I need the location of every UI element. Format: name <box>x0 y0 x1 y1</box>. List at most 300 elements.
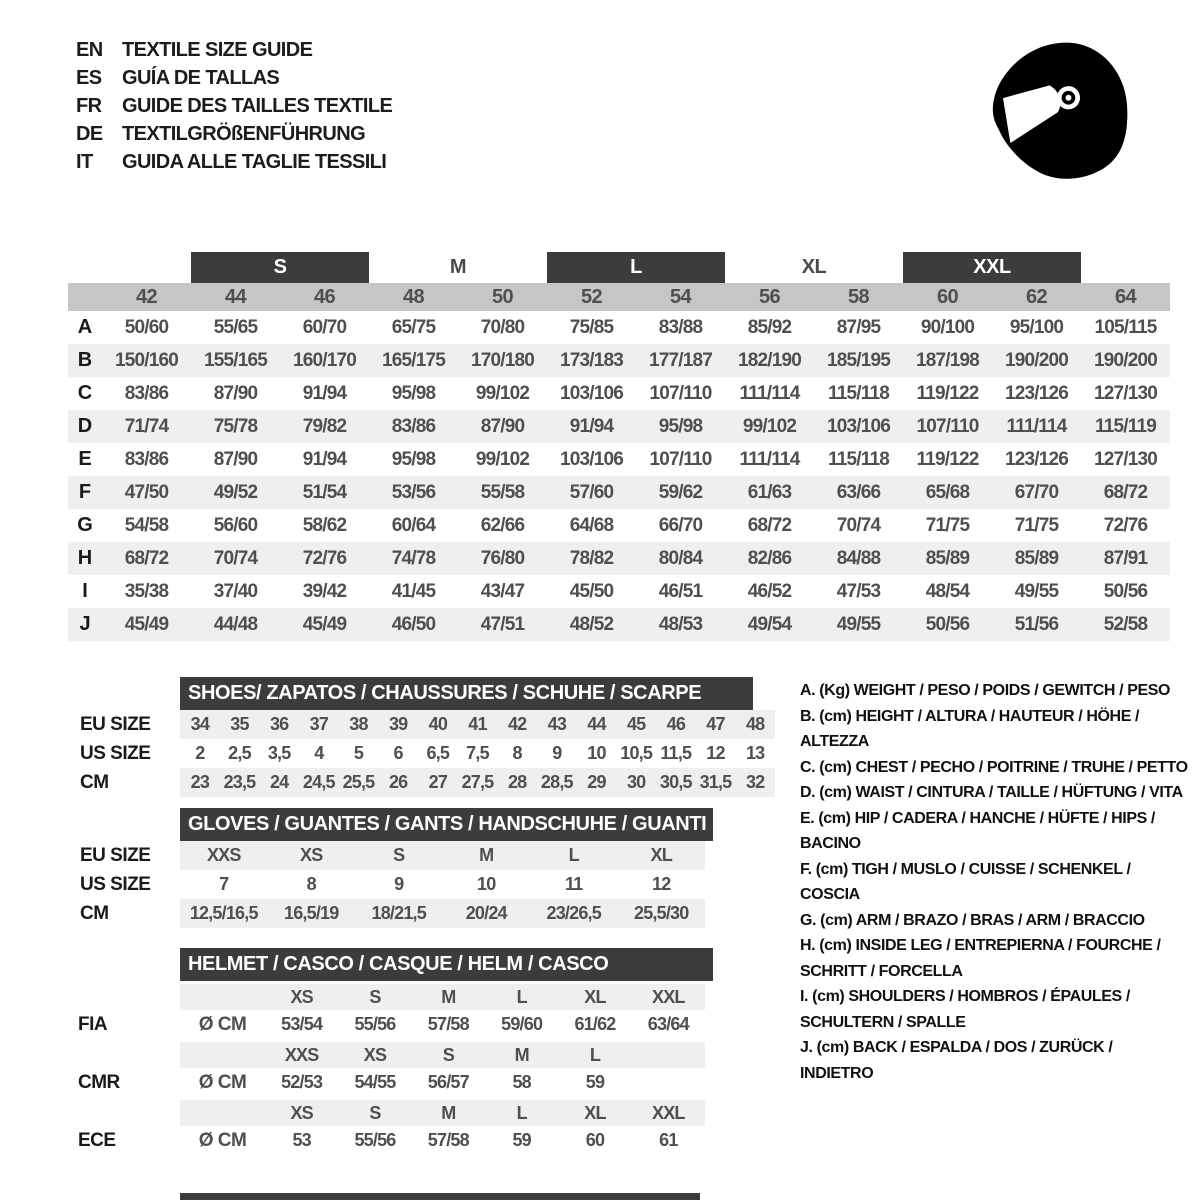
helmet-size-label: S <box>369 986 381 1007</box>
numeric-size: 56 <box>758 285 781 308</box>
measurement-value: 41/45 <box>391 580 436 602</box>
helmet-section-bar: HELMET / CASCO / CASQUE / HELM / CASCO <box>180 948 713 981</box>
legend-item: F. (cm) TIGH / MUSLO / CUISSE / SCHENKEL / COSCIA <box>800 860 1131 903</box>
measurement-value: 72/76 <box>302 547 347 569</box>
measurement-value: 52/58 <box>1103 613 1148 635</box>
helmet-size-label: L <box>516 986 527 1007</box>
shoes-eu-row <box>180 710 775 739</box>
legend-item: I. (cm) SHOULDERS / HOMBROS / ÉPAULES / SCHULTERN / SPALLE <box>800 988 1130 1031</box>
legend-item: B. (cm) HEIGHT / ALTURA / HAUTEUR / HÖHE / ALTEZZA <box>800 707 1140 750</box>
helmet-size-label: XS <box>290 1102 313 1123</box>
row-letter: F <box>78 481 92 503</box>
shoe-cm-size: 23 <box>190 772 210 792</box>
helmet-standard-name: CMR <box>78 1071 120 1093</box>
measurement-value: 51/54 <box>302 481 347 503</box>
measurement-value: 173/183 <box>559 349 624 371</box>
measurement-value: 177/187 <box>648 349 713 371</box>
helmet-size-label: M <box>514 1044 529 1065</box>
gloves-us-row <box>180 870 705 899</box>
helmet-diameter-value: 60 <box>585 1130 605 1150</box>
helmet-size-label: L <box>589 1044 601 1065</box>
measurement-value: 65/68 <box>925 481 970 503</box>
shoe-us-size: 4 <box>314 743 324 763</box>
numeric-size: 60 <box>936 285 959 308</box>
measurement-value: 83/88 <box>658 316 703 338</box>
helmet-standard-name: ECE <box>78 1129 116 1151</box>
measurement-row <box>68 608 1170 641</box>
glove-eu-size: XL <box>650 845 672 865</box>
measurement-value: 47/50 <box>124 481 169 503</box>
measurement-value: 85/89 <box>925 547 970 569</box>
measurement-value: 90/100 <box>920 316 975 338</box>
gloves-eu-row <box>180 841 705 870</box>
measurement-value: 190/200 <box>1093 349 1158 371</box>
measurement-value: 185/195 <box>826 349 891 371</box>
language-row <box>76 148 392 176</box>
measurement-value: 111/114 <box>739 382 800 404</box>
measurement-value: 99/102 <box>475 382 530 404</box>
measurement-value: 44/48 <box>213 613 258 635</box>
measurement-value: 187/198 <box>915 349 980 371</box>
measurement-value: 37/40 <box>213 580 258 602</box>
measurement-value: 45/50 <box>569 580 614 602</box>
measurement-value: 55/65 <box>213 316 258 338</box>
measurement-value: 53/56 <box>391 481 436 503</box>
measurement-value: 99/102 <box>475 448 530 470</box>
shoe-cm-size: 28 <box>507 772 527 792</box>
measurement-value: 35/38 <box>124 580 169 602</box>
helmet-diameter-value: 61/62 <box>574 1014 616 1034</box>
measurement-value: 56/60 <box>213 514 258 536</box>
measurement-value: 111/114 <box>739 448 800 470</box>
helmet-value-row <box>180 1126 705 1155</box>
numeric-size: 50 <box>491 285 514 308</box>
measurement-row <box>68 476 1170 509</box>
shoe-us-size: 12 <box>706 743 725 763</box>
legend-item: E. (cm) HIP / CADERA / HANCHE / HÜFTE / HIPS / BACINO <box>800 809 1155 852</box>
numeric-size: 44 <box>224 285 247 308</box>
shoe-us-size: 6,5 <box>426 743 450 763</box>
shoe-cm-size: 30 <box>626 772 646 792</box>
corner-cell <box>68 283 102 311</box>
shoe-eu-size: 44 <box>587 714 606 734</box>
measurement-value: 83/86 <box>391 415 436 437</box>
measurement-value: 74/78 <box>391 547 436 569</box>
measurement-value: 65/75 <box>391 316 436 338</box>
shoes-us-size-label: US SIZE <box>80 742 151 764</box>
shoe-eu-size: 42 <box>507 714 527 734</box>
size-label-row <box>68 252 1170 283</box>
measurement-value: 85/89 <box>1014 547 1059 569</box>
measurement-value: 49/55 <box>836 613 881 635</box>
measurement-legend <box>800 678 1188 1086</box>
measurement-value: 70/74 <box>836 514 881 536</box>
shoe-eu-size: 36 <box>269 714 289 734</box>
measurement-value: 83/86 <box>124 448 169 470</box>
legend-item: C. (cm) CHEST / PECHO / POITRINE / TRUHE / PETTO <box>800 758 1188 776</box>
measurement-value: 47/53 <box>836 580 881 602</box>
helmet-size-label: XS <box>290 986 313 1007</box>
helmet-size-label: XL <box>584 1102 606 1123</box>
cropped-section-bar <box>180 1193 700 1200</box>
helmet-diameter-value: 63/64 <box>647 1014 689 1034</box>
glove-cm-range: 16,5/19 <box>284 903 339 923</box>
measurement-value: 155/165 <box>203 349 268 371</box>
measurement-value: 123/126 <box>1004 448 1069 470</box>
row-letter: J <box>79 613 91 635</box>
measurement-value: 76/80 <box>480 547 525 569</box>
measurement-value: 99/102 <box>742 415 797 437</box>
shoe-eu-size: 39 <box>388 714 408 734</box>
measurement-value: 47/51 <box>480 613 525 635</box>
diameter-cm-label: Ø CM <box>198 1013 247 1035</box>
shoes-eu-size-label: EU SIZE <box>80 713 151 735</box>
language-code: IT <box>76 150 93 173</box>
row-letter: B <box>77 349 93 371</box>
shoe-us-size: 10 <box>587 743 606 763</box>
glove-eu-size: L <box>568 845 579 865</box>
language-code: FR <box>76 94 102 117</box>
measurement-value: 57/60 <box>569 481 614 503</box>
shoe-eu-size: 35 <box>230 714 249 734</box>
numeric-size: 64 <box>1114 285 1137 308</box>
row-letter: A <box>77 316 93 338</box>
glove-eu-size: XS <box>300 845 323 865</box>
measurement-value: 119/122 <box>916 448 979 470</box>
shoe-us-size: 13 <box>745 743 765 763</box>
glove-cm-range: 25,5/30 <box>634 903 689 923</box>
helmet-diameter-value: 53 <box>292 1130 311 1150</box>
row-letter: E <box>78 448 92 470</box>
helmet-standard-group <box>78 1042 705 1097</box>
spacer-cell <box>180 984 265 1010</box>
textile-size-table <box>68 252 1170 641</box>
helmet-diameter-value: 55/56 <box>354 1130 396 1150</box>
measurement-value: 61/63 <box>747 481 792 503</box>
helmet-size-label: M <box>441 1102 456 1123</box>
measurement-value: 190/200 <box>1004 349 1069 371</box>
shoe-us-size: 2,5 <box>228 743 251 763</box>
shoe-cm-size: 25,5 <box>342 772 375 792</box>
measurement-value: 160/170 <box>292 349 357 371</box>
shoe-us-size: 10,5 <box>620 743 653 763</box>
row-letter: G <box>77 514 93 536</box>
shoe-eu-size: 40 <box>428 714 448 734</box>
measurement-value: 75/85 <box>569 316 614 338</box>
helmet-standards <box>78 984 705 1158</box>
helmet-size-label: XS <box>363 1044 387 1065</box>
measurement-value: 103/106 <box>559 382 624 404</box>
measurement-value: 87/95 <box>836 316 881 338</box>
measurement-row <box>68 443 1170 476</box>
measurement-value: 43/47 <box>480 580 525 602</box>
language-title-list <box>76 36 392 176</box>
measurement-value: 82/86 <box>747 547 792 569</box>
shoes-us-row <box>180 739 775 768</box>
diameter-cm-label: Ø CM <box>198 1129 247 1151</box>
measurement-value: 46/52 <box>747 580 792 602</box>
helmet-value-row <box>180 1010 705 1039</box>
helmet-diameter-value: 52/53 <box>281 1072 323 1092</box>
measurement-value: 62/66 <box>480 514 525 536</box>
size-label-l: L <box>547 252 725 283</box>
numeric-size: 62 <box>1025 285 1048 308</box>
shoe-cm-size: 24,5 <box>302 772 335 792</box>
language-row <box>76 92 392 120</box>
measurement-value: 107/110 <box>916 415 979 437</box>
measurement-row <box>68 344 1170 377</box>
gloves-cm-label: CM <box>80 902 109 924</box>
helmet-standard-group <box>78 1100 705 1155</box>
measurement-value: 64/68 <box>569 514 614 536</box>
measurement-value: 66/70 <box>658 514 703 536</box>
measurement-value: 50/56 <box>925 613 970 635</box>
measurement-value: 46/51 <box>658 580 703 602</box>
helmet-size-band <box>180 1100 705 1126</box>
glove-cm-range: 23/26,5 <box>546 903 601 923</box>
measurement-value: 107/110 <box>649 448 712 470</box>
measurement-value: 79/82 <box>302 415 347 437</box>
shoe-eu-size: 48 <box>745 714 765 734</box>
measurement-value: 58/62 <box>302 514 347 536</box>
measurement-value: 91/94 <box>569 415 614 437</box>
glove-eu-size: S <box>393 845 405 865</box>
helmet-diameter-value: 54/55 <box>354 1072 396 1092</box>
measurement-value: 54/58 <box>124 514 169 536</box>
measurement-row <box>68 575 1170 608</box>
helmet-diameter-value: 61 <box>659 1130 678 1150</box>
shoe-cm-size: 24 <box>269 772 289 792</box>
shoe-cm-size: 28,5 <box>540 772 573 792</box>
shoe-cm-size: 27 <box>428 772 448 792</box>
numeric-size-band <box>68 283 1170 311</box>
glove-us-size: 8 <box>306 874 316 894</box>
helmet-standard-group <box>78 984 705 1039</box>
helmet-size-label: XXS <box>284 1044 319 1065</box>
helmet-standard-name: FIA <box>78 1013 108 1035</box>
glove-eu-size: M <box>479 845 494 865</box>
measurement-value: 71/75 <box>1014 514 1059 536</box>
numeric-size: 48 <box>402 285 425 308</box>
shoe-us-size: 5 <box>353 743 364 763</box>
shoes-cm-row <box>180 768 775 797</box>
measurement-value: 165/175 <box>381 349 446 371</box>
measurement-row <box>68 509 1170 542</box>
shoe-cm-size: 32 <box>745 772 765 792</box>
measurement-value: 119/122 <box>916 382 979 404</box>
language-row <box>76 64 392 92</box>
measurement-value: 48/53 <box>658 613 703 635</box>
measurement-value: 85/92 <box>747 316 792 338</box>
measurement-rows <box>68 311 1170 641</box>
gloves-eu-size-label: EU SIZE <box>80 844 151 866</box>
measurement-value: 51/56 <box>1014 613 1059 635</box>
measurement-value: 91/94 <box>302 382 347 404</box>
legend-item: D. (cm) WAIST / CINTURA / TAILLE / HÜFTUNG / VITA <box>800 784 1183 801</box>
shoe-us-size: 2 <box>195 743 205 763</box>
row-letter: C <box>77 382 93 404</box>
gloves-section-bar: GLOVES / GUANTES / GANTS / HANDSCHUHE / GUANTI <box>180 808 713 841</box>
shoe-eu-size: 45 <box>626 714 646 734</box>
helmet-size-label: XL <box>584 986 606 1007</box>
measurement-value: 49/52 <box>213 481 258 503</box>
legend-item: A. (Kg) WEIGHT / PESO / POIDS / GEWITCH / PESO <box>800 682 1171 699</box>
measurement-value: 78/82 <box>569 547 614 569</box>
glove-us-size: 12 <box>652 874 671 894</box>
glove-eu-size: XXS <box>206 845 241 865</box>
measurement-value: 95/100 <box>1009 316 1064 338</box>
shoe-cm-size: 26 <box>388 772 408 792</box>
measurement-value: 59/62 <box>658 481 703 503</box>
measurement-row <box>68 410 1170 443</box>
helmet-diameter-value: 59 <box>585 1072 605 1092</box>
measurement-value: 95/98 <box>391 382 436 404</box>
helmet-diameter-value: 57/58 <box>427 1130 469 1150</box>
measurement-value: 45/49 <box>124 613 169 635</box>
measurement-value: 87/90 <box>213 382 258 404</box>
helmet-diameter-value: 57/58 <box>427 1014 469 1034</box>
measurement-value: 103/106 <box>559 448 624 470</box>
glove-cm-range: 12,5/16,5 <box>189 903 258 923</box>
gloves-cm-row <box>180 899 705 928</box>
measurement-row <box>68 542 1170 575</box>
shoe-eu-size: 37 <box>309 714 329 734</box>
measurement-value: 95/98 <box>658 415 703 437</box>
measurement-value: 123/126 <box>1004 382 1069 404</box>
measurement-value: 87/90 <box>480 415 525 437</box>
measurement-value: 49/54 <box>747 613 792 635</box>
shoe-cm-size: 31,5 <box>699 772 732 792</box>
language-title: TEXTILGRÖßENFÜHRUNG <box>122 122 366 145</box>
measurement-value: 107/110 <box>649 382 712 404</box>
row-letter: I <box>82 580 88 602</box>
measurement-value: 115/118 <box>828 448 889 470</box>
spacer-cell <box>180 1100 265 1126</box>
shoe-us-size: 8 <box>512 743 522 763</box>
shoe-cm-size: 27,5 <box>461 772 494 792</box>
measurement-value: 91/94 <box>302 448 347 470</box>
measurement-value: 60/70 <box>302 316 347 338</box>
measurement-value: 72/76 <box>1103 514 1148 536</box>
language-title: GUIDE DES TAILLES TEXTILE <box>122 94 393 117</box>
shoe-us-size: 11,5 <box>660 743 692 763</box>
numeric-size: 58 <box>847 285 870 308</box>
helmet-size-label: S <box>369 1102 381 1123</box>
measurement-value: 83/86 <box>124 382 169 404</box>
glove-us-size: 11 <box>565 874 583 894</box>
helmet-size-label: M <box>441 986 456 1007</box>
measurement-value: 127/130 <box>1093 382 1158 404</box>
diameter-cm-label: Ø CM <box>198 1071 247 1093</box>
helmet-diameter-value: 53/54 <box>281 1014 323 1034</box>
measurement-row <box>68 377 1170 410</box>
helmet-size-label: L <box>516 1102 527 1123</box>
language-code: EN <box>76 38 103 61</box>
measurement-value: 70/74 <box>213 547 258 569</box>
helmet-size-band <box>180 984 705 1010</box>
measurement-value: 150/160 <box>114 349 179 371</box>
numeric-size: 42 <box>135 285 158 308</box>
shoe-cm-size: 30,5 <box>659 772 692 792</box>
size-label-s: S <box>191 252 369 283</box>
measurement-value: 115/119 <box>1095 415 1156 437</box>
shoe-eu-size: 34 <box>190 714 210 734</box>
measurement-value: 95/98 <box>391 448 436 470</box>
measurement-value: 80/84 <box>658 547 703 569</box>
legend-item: H. (cm) INSIDE LEG / ENTREPIERNA / FOURCHE / SCHRITT / FORCELLA <box>800 937 1161 980</box>
measurement-value: 68/72 <box>124 547 169 569</box>
size-label-m: M <box>449 256 467 278</box>
measurement-value: 70/80 <box>480 316 525 338</box>
measurement-value: 182/190 <box>737 349 802 371</box>
language-title: GUIDA ALLE TAGLIE TESSILI <box>122 150 387 173</box>
gloves-us-size-label: US SIZE <box>80 873 151 895</box>
measurement-value: 84/88 <box>836 547 881 569</box>
spacer-cell <box>180 1042 265 1068</box>
measurement-value: 87/91 <box>1103 547 1148 569</box>
measurement-value: 46/50 <box>391 613 436 635</box>
shoe-eu-size: 43 <box>547 714 567 734</box>
measurement-value: 115/118 <box>828 382 889 404</box>
measurement-value: 68/72 <box>1103 481 1148 503</box>
helmet-size-label: XXL <box>652 986 685 1007</box>
language-title: TEXTILE SIZE GUIDE <box>122 38 313 61</box>
measurement-value: 71/74 <box>124 415 169 437</box>
language-code: ES <box>76 66 102 89</box>
helmet-size-label: XXL <box>652 1102 685 1123</box>
measurement-value: 49/55 <box>1014 580 1059 602</box>
measurement-value: 39/42 <box>302 580 347 602</box>
measurement-value: 111/114 <box>1006 415 1067 437</box>
shoe-eu-size: 38 <box>349 714 368 734</box>
shoe-eu-size: 47 <box>706 714 725 734</box>
helmet-diameter-value: 56/57 <box>427 1072 469 1092</box>
helmet-size-label: S <box>442 1044 454 1065</box>
language-title: GUÍA DE TALLAS <box>122 66 280 89</box>
size-label-xl: XL <box>801 256 827 278</box>
language-row <box>76 36 392 64</box>
shoe-us-size: 7,5 <box>466 743 489 763</box>
glove-us-size: 9 <box>394 874 404 894</box>
measurement-value: 48/52 <box>569 613 614 635</box>
shoe-eu-size: 46 <box>666 714 686 734</box>
measurement-value: 63/66 <box>836 481 881 503</box>
helmet-value-row <box>180 1068 705 1097</box>
glove-cm-range: 20/24 <box>465 903 507 923</box>
shoes-section-bar: SHOES/ ZAPATOS / CHAUSSURES / SCHUHE / SCARPE <box>180 677 753 710</box>
measurement-row <box>68 311 1170 344</box>
helmet-diameter-value: 55/56 <box>354 1014 396 1034</box>
measurement-value: 71/75 <box>925 514 970 536</box>
measurement-value: 50/60 <box>124 316 169 338</box>
numeric-size: 52 <box>580 285 603 308</box>
measurement-value: 68/72 <box>747 514 792 536</box>
helmet-diameter-value: 58 <box>512 1072 531 1092</box>
measurement-value: 48/54 <box>925 580 970 602</box>
shoe-cm-size: 23,5 <box>223 772 256 792</box>
shoe-us-size: 6 <box>393 743 403 763</box>
shoe-cm-size: 29 <box>587 772 606 792</box>
legend-item: G. (cm) ARM / BRAZO / BRAS / ARM / BRACCIO <box>800 911 1145 929</box>
helmet-size-band <box>180 1042 705 1068</box>
glove-us-size: 7 <box>219 874 229 894</box>
measurement-value: 127/130 <box>1093 448 1158 470</box>
row-letter: H <box>77 547 93 569</box>
measurement-value: 50/56 <box>1103 580 1148 602</box>
language-code: DE <box>76 122 103 145</box>
glove-us-size: 10 <box>477 874 496 894</box>
shoe-eu-size: 41 <box>468 714 487 734</box>
